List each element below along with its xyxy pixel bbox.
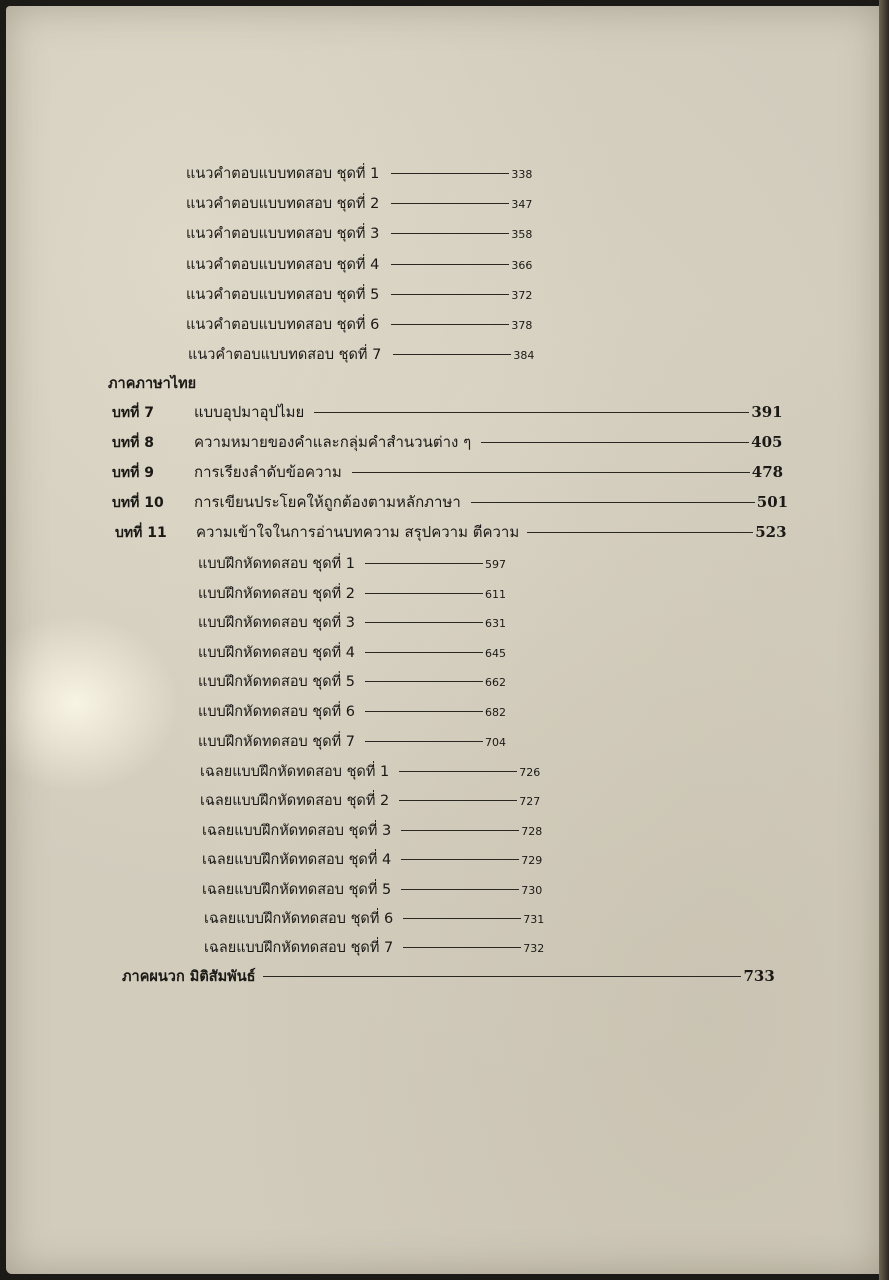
toc-leader [391,173,509,174]
toc-leader [365,622,483,623]
toc-leader [314,412,749,413]
toc-entry-label: เฉลยแบบฝึกหัดทดสอบ ชุดที่ 2 [200,793,390,809]
chapter-number: บทที่ 7 [112,405,154,421]
toc-entry-solution-4 [202,848,542,871]
toc-page-number: 731 [523,913,545,926]
toc-entry-label: แนวคำตอบแบบทดสอบ ชุดที่ 7 [188,347,382,363]
toc-entry-chapter-7 [194,400,783,424]
toc-entry-label: เฉลยแบบฝึกหัดทดสอบ ชุดที่ 6 [204,911,394,927]
toc-entry-exercise-7 [198,730,506,753]
toc-leader [399,771,517,772]
appendix-label: ภาคผนวก มิติสัมพันธ์ [122,969,256,985]
toc-page-number: 384 [513,349,535,362]
toc-leader [352,472,750,473]
toc-page-number: 597 [485,558,507,571]
toc-page-number: 631 [485,617,507,630]
toc-page-number: 378 [511,319,533,332]
toc-entry-answer-7 [188,343,534,366]
toc-entry-answer-6 [186,313,532,336]
toc-leader [401,889,519,890]
toc-page-number: 478 [751,463,784,481]
toc-entry-chapter-9 [194,460,783,484]
toc-page-number: 338 [511,168,533,181]
toc-entry-label: แบบฝึกหัดทดสอบ ชุดที่ 7 [198,734,356,750]
toc-page-number: 662 [485,676,507,689]
toc-entry-chapter-11 [196,520,787,544]
toc-entry-label: แบบฝึกหัดทดสอบ ชุดที่ 5 [198,674,356,690]
toc-entry-label: แบบอุปมาอุปไมย [194,403,305,421]
toc-entry-label: แนวคำตอบแบบทดสอบ ชุดที่ 3 [186,226,380,242]
toc-leader [365,711,483,712]
toc-leader [399,800,517,801]
toc-leader [391,264,509,265]
chapter-number: บทที่ 11 [115,525,167,541]
toc-entry-label: การเรียงลำดับข้อความ [194,463,342,481]
toc-entry-label: แนวคำตอบแบบทดสอบ ชุดที่ 2 [186,196,380,212]
toc-leader [391,203,509,204]
toc-leader [527,532,753,533]
toc-page-number: 729 [521,854,543,867]
toc-entry-answer-5 [186,283,532,306]
toc-entry-label: เฉลยแบบฝึกหัดทดสอบ ชุดที่ 4 [202,852,392,868]
toc-entry-label: แนวคำตอบแบบทดสอบ ชุดที่ 4 [186,257,380,273]
toc-leader [365,652,483,653]
toc-entry-label: แบบฝึกหัดทดสอบ ชุดที่ 4 [198,645,356,661]
toc-entry-exercise-2 [198,582,506,605]
toc-entry-chapter-8 [194,430,782,454]
toc-page-number: 372 [511,289,533,302]
toc-leader [403,918,521,919]
toc-page-number: 727 [519,795,541,808]
section-heading-thai: ภาคภาษาไทย [108,376,197,392]
toc-leader [401,859,519,860]
toc-entry-answer-4 [186,253,532,276]
toc-entry-label: เฉลยแบบฝึกหัดทดสอบ ชุดที่ 3 [202,823,392,839]
chapter-number: บทที่ 8 [112,435,154,451]
toc-page-number: 523 [755,523,787,541]
toc-entry-label: แบบฝึกหัดทดสอบ ชุดที่ 6 [198,704,356,720]
toc-entry-label: แนวคำตอบแบบทดสอบ ชุดที่ 6 [186,317,380,333]
toc-page-number: 366 [511,259,533,272]
toc-entry-label: แนวคำตอบแบบทดสอบ ชุดที่ 1 [186,166,380,182]
toc-page-number: 645 [485,647,507,660]
toc-entry-answer-2 [186,192,532,215]
toc-leader [391,294,509,295]
toc-page-number: 732 [523,942,545,955]
toc-entry-label: เฉลยแบบฝึกหัดทดสอบ ชุดที่ 7 [204,940,394,956]
toc-page-number: 391 [751,403,783,421]
toc-page-number: 733 [743,967,775,985]
chapter-number: บทที่ 10 [112,495,164,511]
chapter-number: บทที่ 9 [112,465,154,481]
toc-entry-answer-1 [186,162,532,185]
toc-leader [393,354,511,355]
toc-entry-exercise-6 [198,700,506,723]
toc-leader [471,502,755,503]
toc-entry-label: แบบฝึกหัดทดสอบ ชุดที่ 2 [198,586,356,602]
toc-leader [365,563,483,564]
toc-entry-chapter-10 [194,490,788,514]
toc-page-number: 501 [756,493,789,511]
toc-page-number: 682 [485,706,507,719]
toc-entry-solution-1 [200,760,540,783]
toc-leader [365,681,483,682]
toc-page-number: 726 [519,766,541,779]
toc-leader [391,233,509,234]
toc-leader [365,593,483,594]
toc-page-number: 405 [751,433,783,451]
toc-entry-solution-6 [204,907,544,930]
toc-leader [365,741,483,742]
toc-entry-label: เฉลยแบบฝึกหัดทดสอบ ชุดที่ 1 [200,764,390,780]
toc-page-number: 347 [511,198,533,211]
toc-entry-appendix [122,965,775,988]
toc-entry-solution-2 [200,789,540,812]
toc-page-number: 730 [521,884,543,897]
toc-entry-label: แบบฝึกหัดทดสอบ ชุดที่ 3 [198,615,356,631]
toc-entry-label: แนวคำตอบแบบทดสอบ ชุดที่ 5 [186,287,380,303]
toc-page-number: 358 [511,228,533,241]
toc-entry-label: แบบฝึกหัดทดสอบ ชุดที่ 1 [198,556,356,572]
toc-entry-solution-5 [202,878,542,901]
toc-entry-label: เฉลยแบบฝึกหัดทดสอบ ชุดที่ 5 [202,882,392,898]
toc-entry-exercise-5 [198,670,506,693]
toc-leader [263,976,741,977]
toc-entry-solution-7 [204,936,544,959]
toc-page-number: 728 [521,825,543,838]
toc-entry-answer-3 [186,222,532,245]
toc-entry-label: ความหมายของคำและกลุ่มคำสำนวนต่าง ๆ [194,433,472,451]
toc-entry-solution-3 [202,819,542,842]
toc-entry-exercise-1 [198,552,506,575]
toc-entry-label: ความเข้าใจในการอ่านบทความ สรุปความ ตีความ [196,523,520,541]
toc-entry-exercise-4 [198,641,506,664]
toc-leader [481,442,749,443]
toc-leader [391,324,509,325]
toc-entry-label: การเขียนประโยคให้ถูกต้องตามหลักภาษา [194,493,461,511]
toc-page-number: 611 [485,588,507,601]
page-edge [879,0,889,1280]
toc-leader [401,830,519,831]
toc-entry-exercise-3 [198,611,506,634]
toc-leader [403,947,521,948]
toc-page-number: 704 [485,736,507,749]
